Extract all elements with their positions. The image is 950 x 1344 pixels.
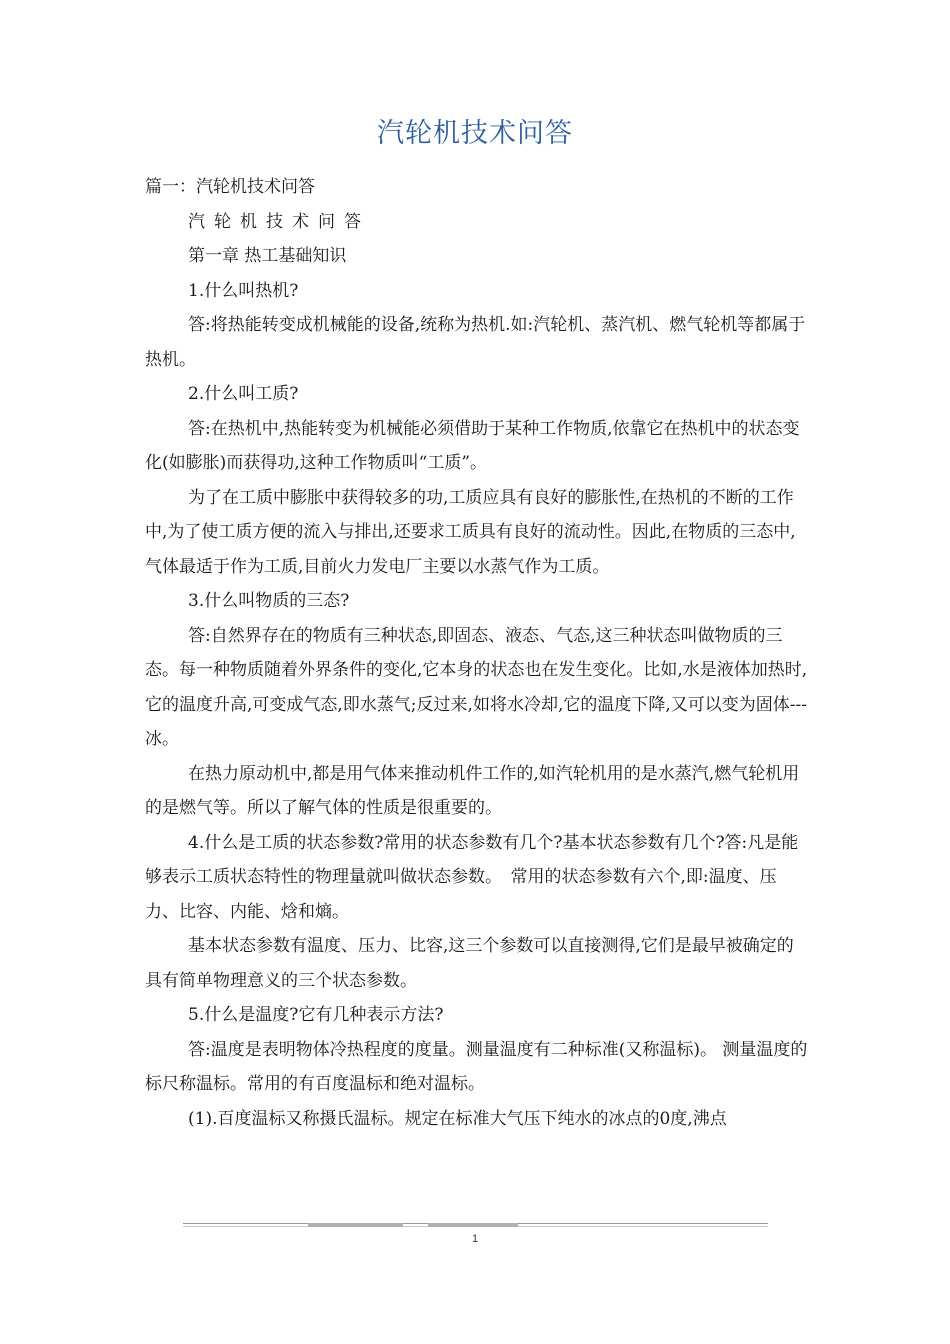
footer-divider xyxy=(183,1223,768,1228)
answer: 答:在热机中,热能转变为机械能必须借助于某种工作物质,依靠它在热机中的状态变化(如膨胀)而获得功,这种工作物质叫“工质”。 xyxy=(145,418,800,473)
paragraph: 篇一：汽轮机技术问答 xyxy=(145,177,315,197)
paragraph: 为了在工质中膨胀中获得较多的功,工质应具有良好的膨胀性,在热机的不断的工作中,为了使工质方便的流入与排出,还要求工质具有良好的流动性。因此,在物质的三态中,气体最适于作为工质,目前火力发电厂主要以水蒸气作为工质。 xyxy=(145,487,796,577)
answer: 答:温度是表明物体冷热程度的度量。测量温度有二种标准(又称温标)。 测量温度的标尺称温标。常用的有百度温标和绝对温标。 xyxy=(145,1039,808,1094)
paragraph: 汽轮机技术问答 xyxy=(188,211,370,232)
answer: 答:将热能转变成机械能的设备,统称为热机.如:汽轮机、蒸汽机、燃气轮机等都属于热机。 xyxy=(145,315,806,370)
paragraph: 在热力原动机中,都是用气体来推动机件工作的,如汽轮机用的是水蒸汽,燃气轮机用的是燃气等。所以了解气体的性质是很重要的。 xyxy=(145,763,800,818)
answer: 答:自然界存在的物质有三种状态,即固态、液态、气态,这三种状态叫做物质的三态。每一种物质随着外界条件的变化,它本身的状态也在发生变化。比如,水是液体加热时,它的温度升高,可变成气态,即水蒸气;反过来,如将水冷却,它的温度下降,又可以变为固体---冰。 xyxy=(145,625,808,749)
document-body xyxy=(145,170,810,1136)
paragraph: (1).百度温标又称摄氏温标。规定在标准大气压下纯水的冰点的0度,沸点 xyxy=(188,1108,727,1129)
question: 1.什么叫热机? xyxy=(188,280,299,301)
document-title: 汽轮机技术问答 xyxy=(377,118,573,149)
question: 4.什么是工质的状态参数?常用的状态参数有几个?基本状态参数有几个?答:凡是能够表示工质状态特性的物理量就叫做状态参数。 常用的状态参数有六个,即:温度、压力、比容、内能、焓和熵。 xyxy=(145,832,799,922)
paragraph: 基本状态参数有温度、压力、比容,这三个参数可以直接测得,它们是最早被确定的具有简单物理意义的三个状态参数。 xyxy=(145,936,794,991)
question: 3.什么叫物质的三态? xyxy=(188,591,350,611)
chapter-heading: 第一章 热工基础知识 xyxy=(188,246,347,266)
question: 2.什么叫工质? xyxy=(188,384,299,404)
question: 5.什么是温度?它有几种表示方法? xyxy=(188,1005,444,1025)
page-number: 1 xyxy=(471,1233,479,1245)
